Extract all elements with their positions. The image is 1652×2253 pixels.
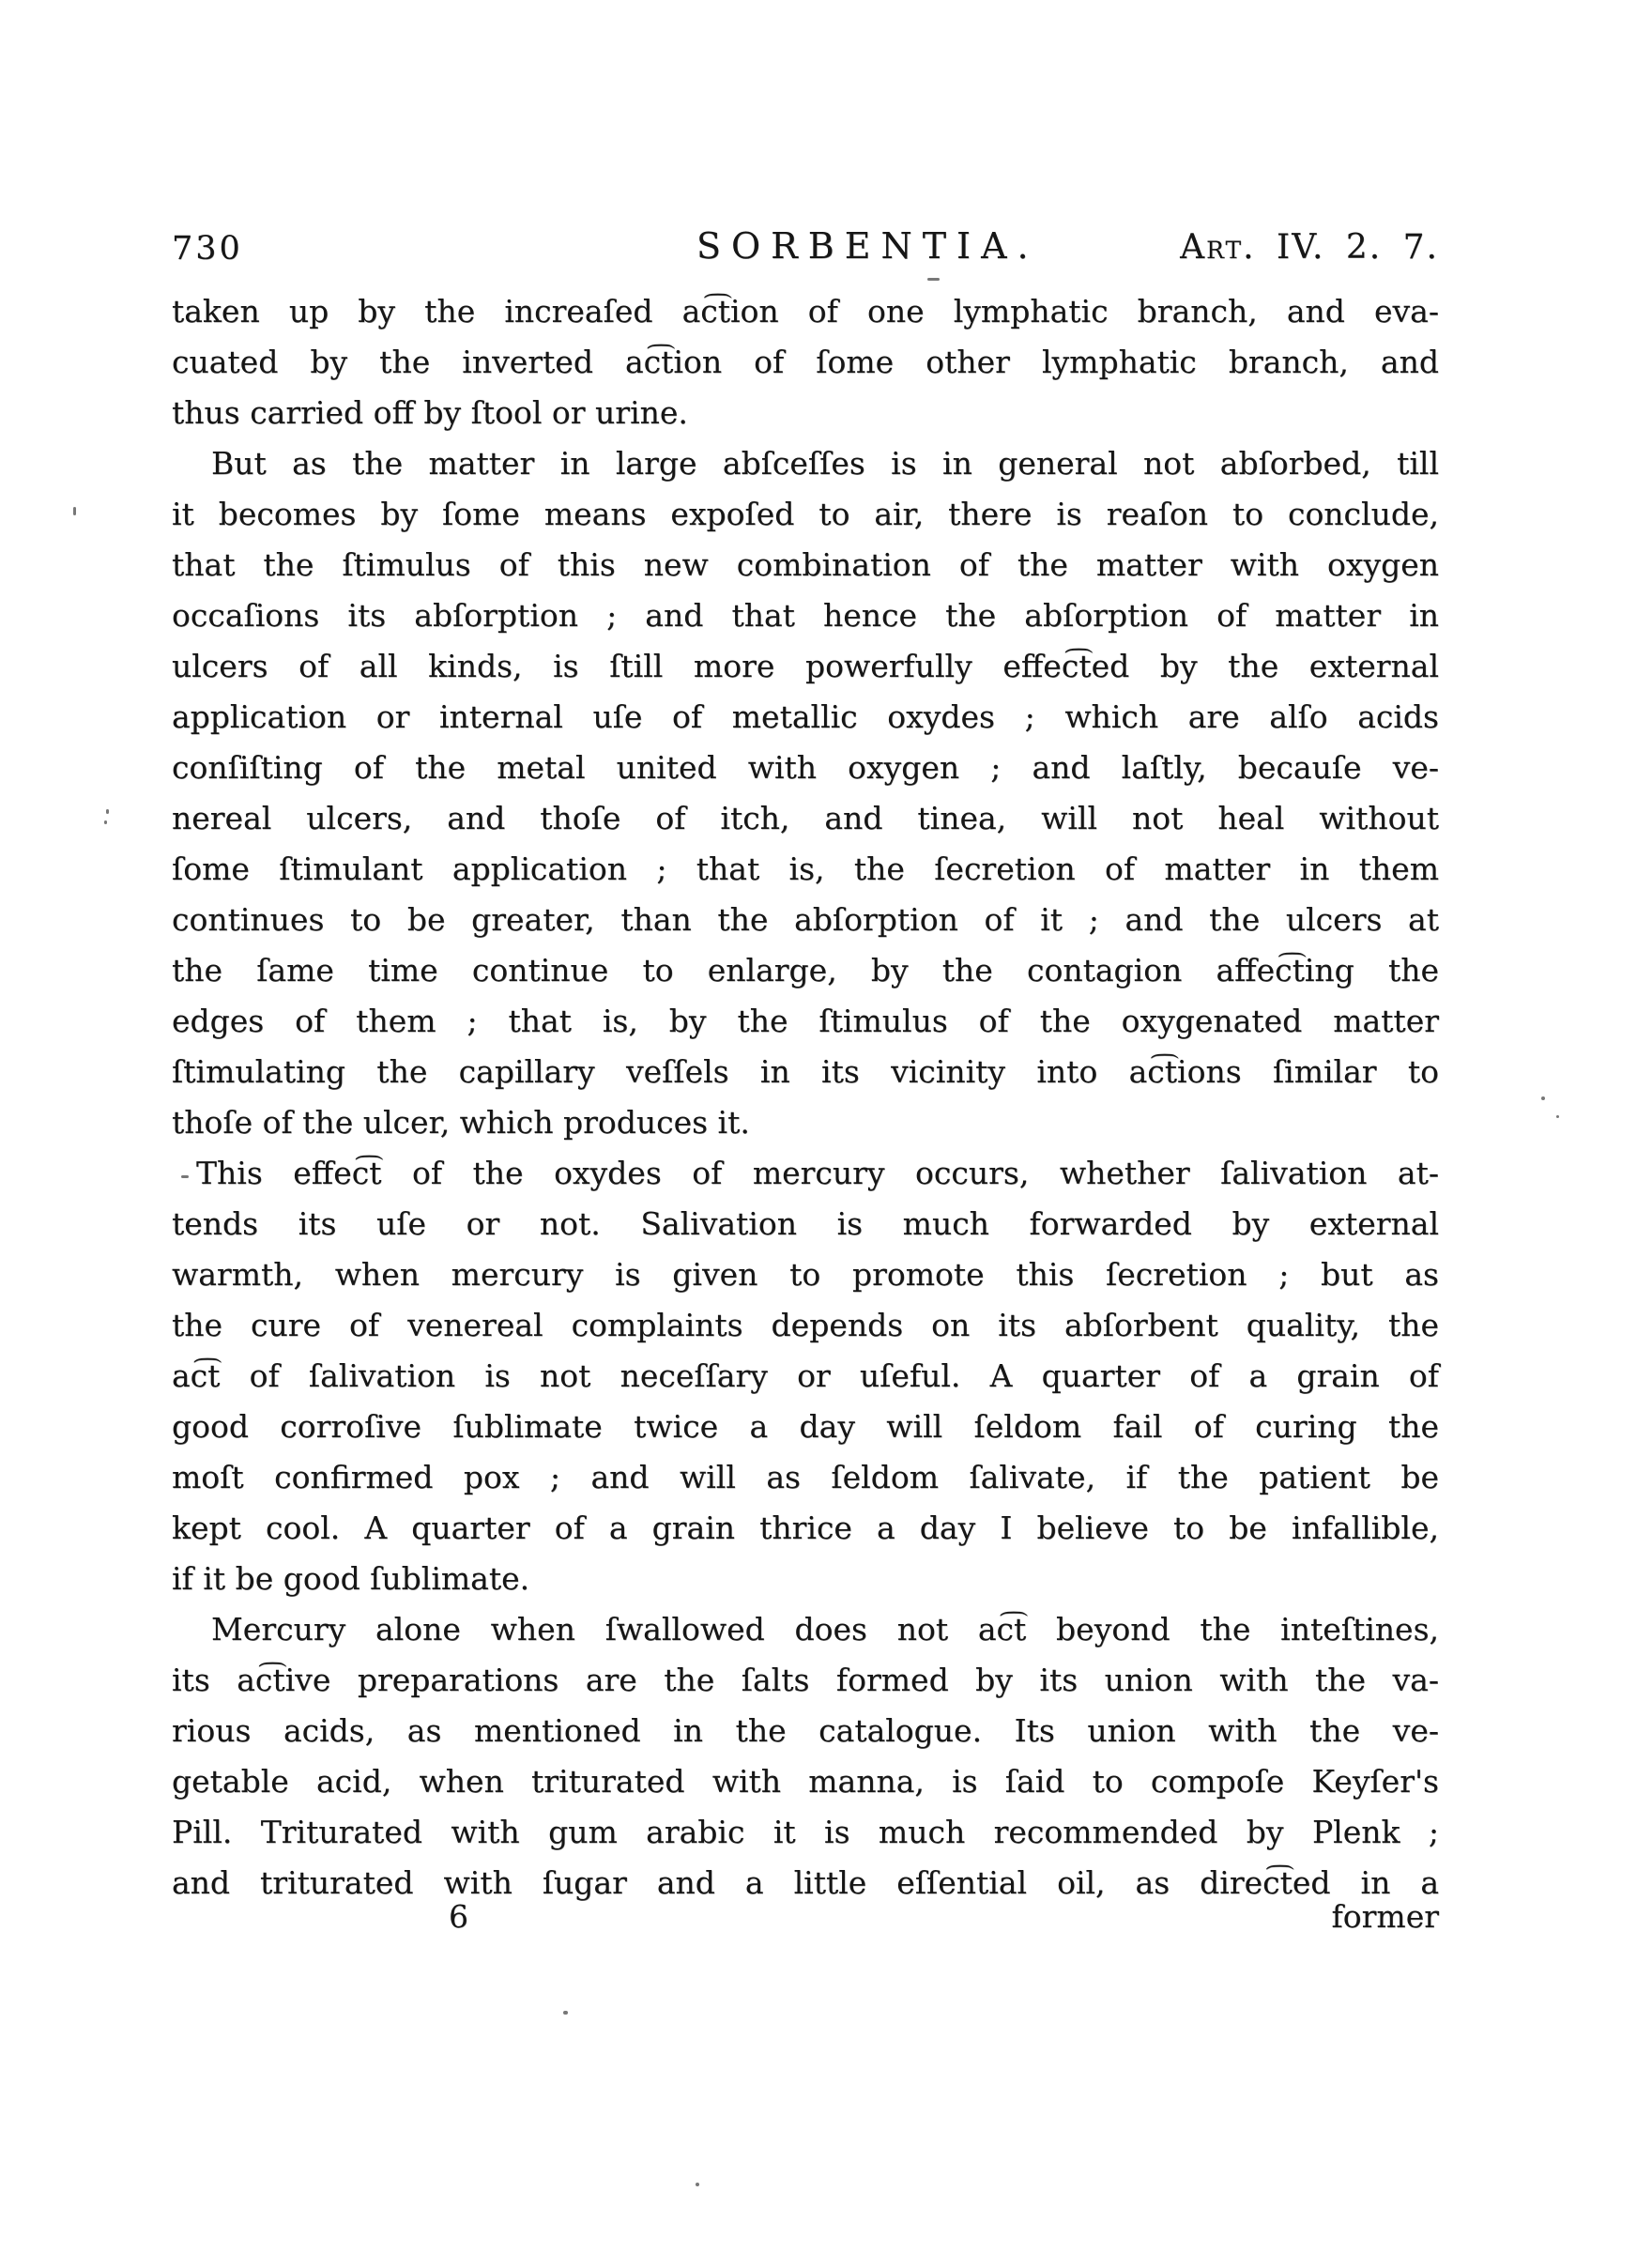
- body-text: [172, 286, 1439, 1908]
- text-line: This effec͡t of the oxydes of mercury occurs, whether ſalivation at-: [196, 1155, 1439, 1191]
- text-line: that the ſtimulus of this new combination of the matter with oxygen: [172, 546, 1439, 583]
- text-line: if it be good ſublimate.: [172, 1560, 530, 1597]
- scan-speck: [563, 2011, 568, 2015]
- text-line: its ac͡tive preparations are the ſalts formed by its union with the va-: [172, 1662, 1439, 1698]
- text-line: getable acid, when triturated with manna, is ſaid to compoſe Keyſer's: [172, 1763, 1439, 1800]
- text-line: Pill. Triturated with gum arabic it is much recommended by Plenk ;: [172, 1814, 1439, 1850]
- text-line: and triturated with ſugar and a little eſſential oil, as direc͡ted in a: [172, 1864, 1439, 1901]
- scan-speck: [927, 278, 940, 281]
- text-line: good corroſive ſublimate twice a day will ſeldom fail of curing the: [172, 1408, 1439, 1445]
- page-footer: [172, 1898, 1439, 1949]
- text-line: moſt confirmed pox ; and will as ſeldom ſalivate, if the patient be: [172, 1459, 1439, 1495]
- text-line: thus carried off by ſtool or urine.: [172, 394, 688, 431]
- text-line: warmth, when mercury is given to promote this ſecretion ; but as: [172, 1256, 1439, 1293]
- text-line: ulcers of all kinds, is ſtill more powerfully effec͡ted by the external: [172, 648, 1439, 684]
- text-line: the ſame time continue to enlarge, by the contagion affec͡ting the: [172, 952, 1439, 989]
- text-line: rious acids, as mentioned in the catalogue. Its union with the ve-: [172, 1712, 1439, 1749]
- text-line: the cure of venereal complaints depends on its abſorbent quality, the: [172, 1307, 1439, 1343]
- text-line: cuated by the inverted ac͡tion of ſome other lymphatic branch, and: [172, 344, 1439, 380]
- text-line: kept cool. A quarter of a grain thrice a day I believe to be infallible,: [172, 1510, 1439, 1546]
- text-line: Mercury alone when ſwallowed does not ac͡t beyond the inteſtines,: [211, 1611, 1439, 1648]
- scan-speck: [1556, 1115, 1559, 1118]
- article-reference: Art. IV. 2. 7.: [1180, 228, 1439, 267]
- text-line: edges of them ; that is, by the ſtimulus of the oxygenated matter: [172, 1003, 1439, 1039]
- text-line: ac͡t of ſalivation is not neceſſary or uſeful. A quarter of a grain of: [172, 1357, 1439, 1394]
- scan-speck: [1541, 1096, 1545, 1100]
- catchword: former: [1331, 1898, 1439, 1935]
- scan-speck: [73, 507, 76, 515]
- signature-mark: 6: [449, 1898, 468, 1935]
- scan-speck: [181, 1175, 189, 1178]
- scan-speck: [104, 820, 107, 824]
- page-number: 730: [172, 230, 243, 268]
- text-line: ſome ſtimulant application ; that is, the ſecretion of matter in them: [172, 851, 1439, 887]
- text-line: taken up by the increaſed ac͡tion of one lymphatic branch, and eva-: [172, 293, 1439, 330]
- running-title: SORBENTIA.: [696, 225, 1039, 267]
- text-line: application or internal uſe of metallic oxydes ; which are alſo acids: [172, 698, 1439, 735]
- text-line: nereal ulcers, and thoſe of itch, and tinea, will not heal without: [172, 800, 1439, 836]
- scan-speck: [696, 2183, 699, 2186]
- text-line: thoſe of the ulcer, which produces it.: [172, 1104, 750, 1141]
- text-line: conſiſting of the metal united with oxygen ; and laſtly, becauſe ve-: [172, 749, 1439, 786]
- text-line: continues to be greater, than the abſorption of it ; and the ulcers at: [172, 901, 1439, 938]
- text-line: But as the matter in large abſceſſes is in general not abſorbed, till: [211, 445, 1439, 482]
- text-line: occaſions its abſorption ; and that hence the abſorption of matter in: [172, 597, 1439, 634]
- scan-speck: [106, 809, 109, 814]
- text-line: tends its uſe or not. Salivation is much forwarded by external: [172, 1205, 1439, 1242]
- text-line: it becomes by ſome means expoſed to air, there is reaſon to conclude,: [172, 496, 1439, 532]
- text-line: ſtimulating the capillary veſſels in its vicinity into ac͡tions ſimilar to: [172, 1053, 1439, 1090]
